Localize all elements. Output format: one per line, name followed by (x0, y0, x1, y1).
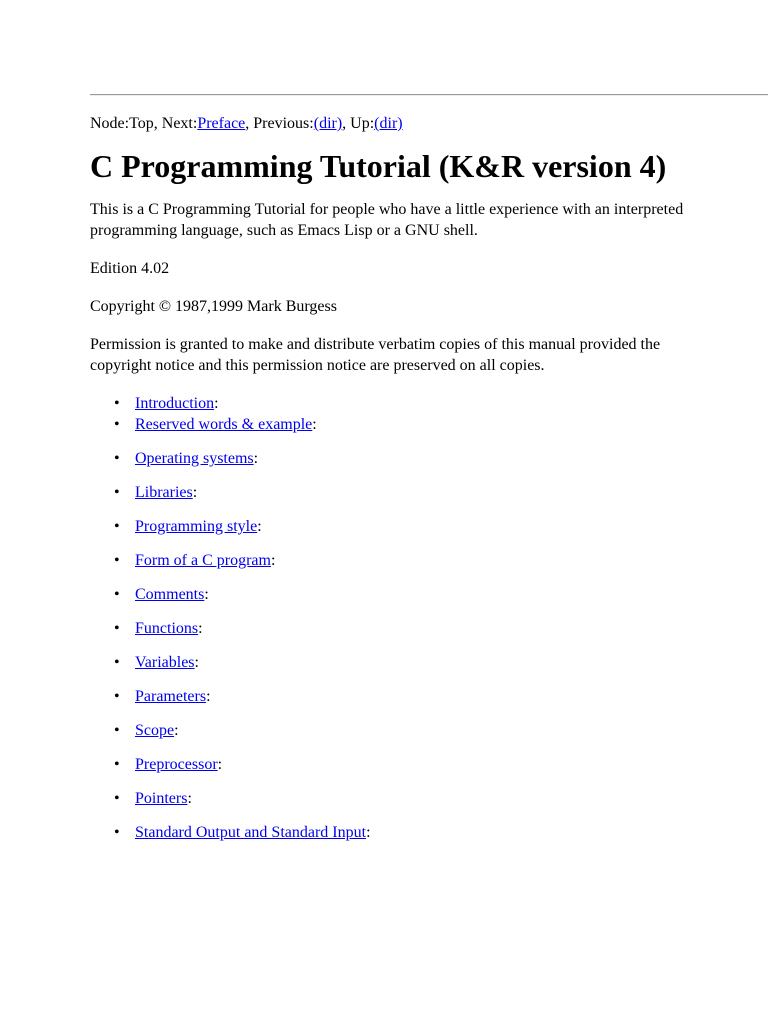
menu-list (90, 393, 690, 843)
bullet-icon: • (114, 620, 120, 637)
menu-item-suffix: : (194, 654, 199, 671)
node-value: Top (129, 115, 154, 132)
menu-item (90, 720, 690, 741)
bullet-icon: • (114, 790, 120, 807)
menu-item-suffix: : (257, 518, 262, 535)
intro-paragraph: This is a C Programming Tutorial for people who have a little experience with an interpreted programming language, such as Emacs Lisp or a GNU shell. (90, 201, 684, 239)
menu-item (90, 788, 690, 809)
permission-paragraph: Permission is granted to make and distribute verbatim copies of this manual provided the copyright notice and this permission notice are preserved on all copies. (90, 336, 661, 374)
top-horizontal-rule (90, 94, 768, 96)
menu-link[interactable]: Standard Output and Standard Input (135, 824, 367, 841)
menu-item (90, 414, 690, 435)
menu-item-suffix: : (206, 688, 211, 705)
bullet-icon: • (114, 654, 120, 671)
menu-item (90, 822, 690, 843)
menu-link[interactable]: Comments (135, 586, 205, 603)
bullet-icon: • (114, 688, 120, 705)
menu-item-suffix: : (187, 790, 192, 807)
menu-item (90, 516, 690, 537)
menu-item (90, 584, 690, 605)
bullet-icon: • (114, 756, 120, 773)
next-link[interactable]: Preface (197, 115, 246, 132)
menu-link[interactable]: Variables (135, 654, 195, 671)
bullet-icon: • (114, 450, 120, 467)
menu-item (90, 550, 690, 571)
menu-item (90, 618, 690, 639)
node-navigation (90, 113, 690, 135)
menu-link[interactable]: Pointers (135, 790, 188, 807)
menu-item-suffix: : (174, 722, 179, 739)
menu-link[interactable]: Introduction (135, 395, 215, 412)
menu-link[interactable]: Functions (135, 620, 199, 637)
menu-item-suffix: : (204, 586, 209, 603)
menu-link[interactable]: Programming style (135, 518, 258, 535)
bullet-icon: • (114, 484, 120, 501)
document-body (90, 113, 690, 856)
copyright-text: Copyright © 1987,1999 Mark Burgess (90, 298, 337, 315)
menu-item-suffix: : (270, 552, 276, 569)
up-label: , Up: (342, 115, 375, 132)
up-link[interactable]: (dir) (374, 115, 403, 132)
menu-link[interactable]: Parameters (135, 688, 207, 705)
page-title: C Programming Tutorial (K&R version 4) (90, 148, 667, 184)
menu-item-suffix: : (192, 484, 198, 501)
menu-link[interactable]: Reserved words & example (135, 416, 313, 433)
bullet-icon: • (114, 395, 120, 412)
menu-item (90, 448, 690, 469)
bullet-icon: • (114, 586, 120, 603)
bullet-icon: • (114, 416, 120, 433)
bullet-icon: • (114, 824, 120, 841)
node-label: Node: (90, 115, 130, 132)
bullet-icon: • (114, 518, 120, 535)
next-label: , Next: (153, 115, 198, 132)
menu-item-suffix: : (217, 756, 223, 773)
menu-item-suffix: : (312, 416, 317, 433)
menu-link[interactable]: Libraries (135, 484, 193, 501)
menu-link[interactable]: Preprocessor (135, 756, 218, 773)
menu-item (90, 393, 690, 414)
menu-item-suffix: : (214, 395, 219, 412)
menu-link[interactable]: Operating systems (135, 450, 254, 467)
edition-text: Edition 4.02 (90, 260, 170, 277)
menu-item (90, 754, 690, 775)
menu-item (90, 482, 690, 503)
previous-label: , Previous: (245, 115, 314, 132)
menu-item-suffix: : (366, 824, 371, 841)
menu-item (90, 652, 690, 673)
menu-link[interactable]: Form of a C program (135, 552, 271, 569)
menu-link[interactable]: Scope (135, 722, 175, 739)
bullet-icon: • (114, 722, 120, 739)
menu-item-suffix: : (198, 620, 203, 637)
menu-item (90, 686, 690, 707)
previous-link[interactable]: (dir) (313, 115, 343, 132)
menu-item-suffix: : (253, 450, 259, 467)
bullet-icon: • (114, 552, 120, 569)
